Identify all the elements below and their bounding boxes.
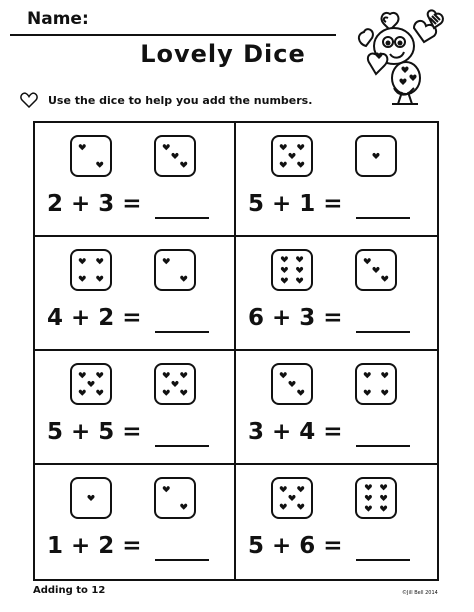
heart-icon xyxy=(87,495,94,501)
die xyxy=(355,249,397,291)
heart-icon xyxy=(296,277,303,283)
heart-icon xyxy=(79,390,86,396)
heart-icon xyxy=(79,144,86,150)
heart-icon xyxy=(380,495,387,501)
answer-blank[interactable] xyxy=(155,445,209,447)
heart-outline-icon xyxy=(20,92,38,108)
bird-with-hearts-icon xyxy=(350,4,454,110)
heart-icon xyxy=(96,372,103,378)
answer-blank[interactable] xyxy=(155,559,209,561)
heart-icon xyxy=(297,162,304,168)
heart-icon xyxy=(96,162,103,168)
problem-grid xyxy=(33,121,439,581)
die xyxy=(70,249,112,291)
die xyxy=(70,363,112,405)
heart-icon xyxy=(87,381,94,387)
heart-icon xyxy=(381,372,388,378)
heart-icon xyxy=(280,162,287,168)
die xyxy=(271,363,313,405)
heart-icon xyxy=(297,504,304,510)
heart-icon xyxy=(372,267,379,273)
problem-card xyxy=(236,351,437,465)
heart-icon xyxy=(96,390,103,396)
die xyxy=(154,135,196,177)
heart-icon xyxy=(163,372,170,378)
die xyxy=(355,363,397,405)
die xyxy=(154,363,196,405)
heart-icon xyxy=(163,486,170,492)
heart-icon xyxy=(281,277,288,283)
heart-icon xyxy=(297,144,304,150)
heart-icon xyxy=(365,495,372,501)
die xyxy=(355,477,397,519)
heart-icon xyxy=(296,256,303,262)
heart-icon xyxy=(96,258,103,264)
heart-icon xyxy=(380,484,387,490)
heart-icon xyxy=(297,486,304,492)
heart-icon xyxy=(171,153,178,159)
answer-blank[interactable] xyxy=(356,445,410,447)
equation: 2 + 3 = xyxy=(47,191,142,217)
heart-icon xyxy=(180,390,187,396)
instructions: Use the dice to help you add the numbers. xyxy=(48,94,313,107)
heart-icon xyxy=(79,372,86,378)
heart-icon xyxy=(281,267,288,273)
die xyxy=(271,135,313,177)
heart-icon xyxy=(280,372,287,378)
die xyxy=(154,477,196,519)
equation: 1 + 2 = xyxy=(47,533,142,559)
page-title: Lovely Dice xyxy=(140,40,306,68)
heart-icon xyxy=(381,390,388,396)
equation: 5 + 1 = xyxy=(248,191,343,217)
heart-icon xyxy=(79,276,86,282)
heart-icon xyxy=(364,258,371,264)
heart-icon xyxy=(297,390,304,396)
problem-card xyxy=(35,123,236,237)
equation: 5 + 6 = xyxy=(248,533,343,559)
name-label: Name: xyxy=(27,9,89,29)
answer-blank[interactable] xyxy=(356,559,410,561)
equation: 5 + 5 = xyxy=(47,419,142,445)
problem-card xyxy=(236,465,437,579)
heart-icon xyxy=(79,258,86,264)
heart-icon xyxy=(163,144,170,150)
heart-icon xyxy=(364,372,371,378)
die xyxy=(70,135,112,177)
die xyxy=(271,249,313,291)
heart-icon xyxy=(180,504,187,510)
footer-label: Adding to 12 xyxy=(33,585,106,596)
heart-icon xyxy=(280,486,287,492)
die xyxy=(70,477,112,519)
heart-icon xyxy=(180,372,187,378)
heart-icon xyxy=(288,495,295,501)
heart-icon xyxy=(372,153,379,159)
heart-icon xyxy=(96,276,103,282)
heart-icon xyxy=(288,381,295,387)
problem-card xyxy=(35,465,236,579)
heart-icon xyxy=(381,276,388,282)
heart-icon xyxy=(280,504,287,510)
heart-icon xyxy=(380,505,387,511)
problem-card xyxy=(35,237,236,351)
answer-blank[interactable] xyxy=(155,217,209,219)
heart-icon xyxy=(163,258,170,264)
heart-icon xyxy=(296,267,303,273)
equation: 3 + 4 = xyxy=(248,419,343,445)
heart-icon xyxy=(288,153,295,159)
die xyxy=(355,135,397,177)
heart-icon xyxy=(180,162,187,168)
equation: 4 + 2 = xyxy=(47,305,142,331)
heart-icon xyxy=(280,144,287,150)
heart-icon xyxy=(281,256,288,262)
problem-card xyxy=(35,351,236,465)
heart-icon xyxy=(365,505,372,511)
die xyxy=(154,249,196,291)
problem-card xyxy=(236,237,437,351)
heart-icon xyxy=(364,390,371,396)
problem-card xyxy=(236,123,437,237)
answer-blank[interactable] xyxy=(155,331,209,333)
copyright: ©Jill Bell 2014 xyxy=(402,590,438,596)
equation: 6 + 3 = xyxy=(248,305,343,331)
name-line[interactable] xyxy=(10,34,336,36)
heart-icon xyxy=(171,381,178,387)
answer-blank[interactable] xyxy=(356,331,410,333)
heart-icon xyxy=(180,276,187,282)
die xyxy=(271,477,313,519)
heart-icon xyxy=(365,484,372,490)
answer-blank[interactable] xyxy=(356,217,410,219)
heart-icon xyxy=(163,390,170,396)
